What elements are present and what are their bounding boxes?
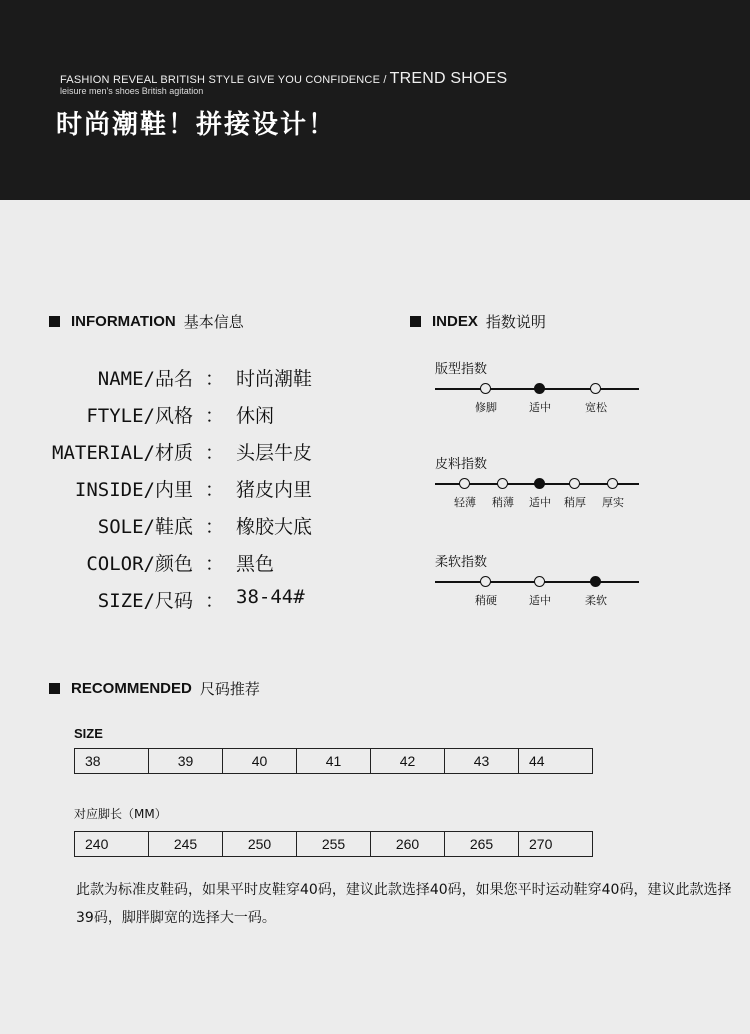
info-value: 休闲 xyxy=(236,405,275,427)
square-bullet-icon xyxy=(410,316,421,327)
size-cell: 39 xyxy=(149,749,223,774)
hollow-circle-icon xyxy=(534,576,545,587)
index-heading-en: INDEX xyxy=(432,312,478,330)
scale-option-label: 厚实 xyxy=(602,496,624,509)
foot-length-table xyxy=(74,831,593,857)
scale-option-label: 宽松 xyxy=(585,401,607,414)
info-row xyxy=(0,401,400,431)
foot-length-cell: 240 xyxy=(75,832,149,857)
square-bullet-icon xyxy=(49,683,60,694)
hollow-circle-icon xyxy=(607,478,618,489)
hollow-circle-icon xyxy=(480,383,491,394)
index-scale xyxy=(435,453,645,513)
filled-circle-icon xyxy=(534,478,545,489)
scale-option-label: 稍硬 xyxy=(475,594,497,607)
scale-option-label: 稍厚 xyxy=(564,496,586,509)
foot-length-cell: 255 xyxy=(297,832,371,857)
size-cell: 38 xyxy=(75,749,149,774)
square-bullet-icon xyxy=(49,316,60,327)
size-table xyxy=(74,748,593,774)
info-colon: ： xyxy=(205,553,225,575)
info-colon: ： xyxy=(205,405,225,427)
info-key: MATERIAL/材质 xyxy=(52,442,193,464)
recommended-heading-cn: 尺码推荐 xyxy=(199,679,260,698)
info-key: INSIDE/内里 xyxy=(74,479,193,501)
recommended-heading-en: RECOMMENDED xyxy=(71,679,192,697)
info-value: 猪皮内里 xyxy=(236,479,313,501)
hollow-circle-icon xyxy=(590,383,601,394)
size-cell: 44 xyxy=(519,749,593,774)
foot-length-cell: 265 xyxy=(445,832,519,857)
information-heading-en: INFORMATION xyxy=(71,312,176,330)
header-banner xyxy=(0,0,750,200)
info-key: SIZE/尺码 xyxy=(97,590,193,612)
index-scale xyxy=(435,551,645,611)
information-heading xyxy=(49,310,244,332)
banner-subtag: leisure men's shoes British agitation xyxy=(60,86,204,96)
info-row xyxy=(0,549,400,579)
info-colon: ： xyxy=(205,442,225,464)
info-value: 头层牛皮 xyxy=(236,442,313,464)
info-key: COLOR/颜色 xyxy=(86,553,193,575)
foot-length-row xyxy=(75,832,593,857)
info-value: 黑色 xyxy=(236,553,275,575)
index-heading xyxy=(410,310,546,332)
info-key: FTYLE/风格 xyxy=(86,405,193,427)
filled-circle-icon xyxy=(590,576,601,587)
info-colon: ： xyxy=(205,516,225,538)
tagline-big: TREND SHOES xyxy=(389,70,508,87)
filled-circle-icon xyxy=(534,383,545,394)
scale-option-label: 适中 xyxy=(529,496,551,509)
info-row xyxy=(0,438,400,468)
scale-title: 皮料指数 xyxy=(435,457,488,472)
info-row xyxy=(0,586,400,616)
scale-option-label: 稍薄 xyxy=(492,496,514,509)
recommended-heading xyxy=(49,677,260,699)
size-cell: 40 xyxy=(223,749,297,774)
info-colon: ： xyxy=(205,368,225,390)
info-row xyxy=(0,512,400,542)
size-row xyxy=(75,749,593,774)
foot-length-cell: 245 xyxy=(149,832,223,857)
banner-headline: 时尚潮鞋！拼接设计！ xyxy=(56,110,337,140)
scale-title: 版型指数 xyxy=(435,362,488,377)
size-cell: 41 xyxy=(297,749,371,774)
info-row xyxy=(0,475,400,505)
info-key: SOLE/鞋底 xyxy=(97,516,193,538)
size-cell: 43 xyxy=(445,749,519,774)
foot-length-cell: 260 xyxy=(371,832,445,857)
info-colon: ： xyxy=(205,590,225,612)
tagline-small: FASHION REVEAL BRITISH STYLE GIVE YOU CONFIDENCE / xyxy=(60,74,387,86)
index-scale xyxy=(435,358,645,418)
scale-option-label: 修脚 xyxy=(475,401,497,414)
foot-length-cell: 250 xyxy=(223,832,297,857)
scale-option-label: 适中 xyxy=(529,594,551,607)
size-advice-note: 此款为标准皮鞋码，如果平时皮鞋穿40码，建议此款选择40码，如果您平时运动鞋穿40码，建议此款选择39码，脚胖脚宽的选择大一码。 xyxy=(76,882,732,926)
size-cell: 42 xyxy=(371,749,445,774)
info-value: 38-44# xyxy=(236,586,305,608)
information-heading-cn: 基本信息 xyxy=(183,312,244,331)
index-heading-cn: 指数说明 xyxy=(485,312,546,331)
scale-option-label: 适中 xyxy=(529,401,551,414)
scale-title: 柔软指数 xyxy=(435,555,488,570)
foot-length-label: 对应脚长（MM） xyxy=(74,807,167,821)
info-key: NAME/品名 xyxy=(97,368,193,390)
size-label: SIZE xyxy=(74,726,103,741)
foot-length-cell: 270 xyxy=(519,832,593,857)
info-value: 时尚潮鞋 xyxy=(236,368,313,390)
hollow-circle-icon xyxy=(569,478,580,489)
info-colon: ： xyxy=(205,479,225,501)
hollow-circle-icon xyxy=(497,478,508,489)
scale-option-label: 柔软 xyxy=(585,594,607,607)
info-value: 橡胶大底 xyxy=(236,516,313,538)
info-row xyxy=(0,364,400,394)
scale-option-label: 轻薄 xyxy=(454,496,476,509)
hollow-circle-icon xyxy=(480,576,491,587)
hollow-circle-icon xyxy=(459,478,470,489)
